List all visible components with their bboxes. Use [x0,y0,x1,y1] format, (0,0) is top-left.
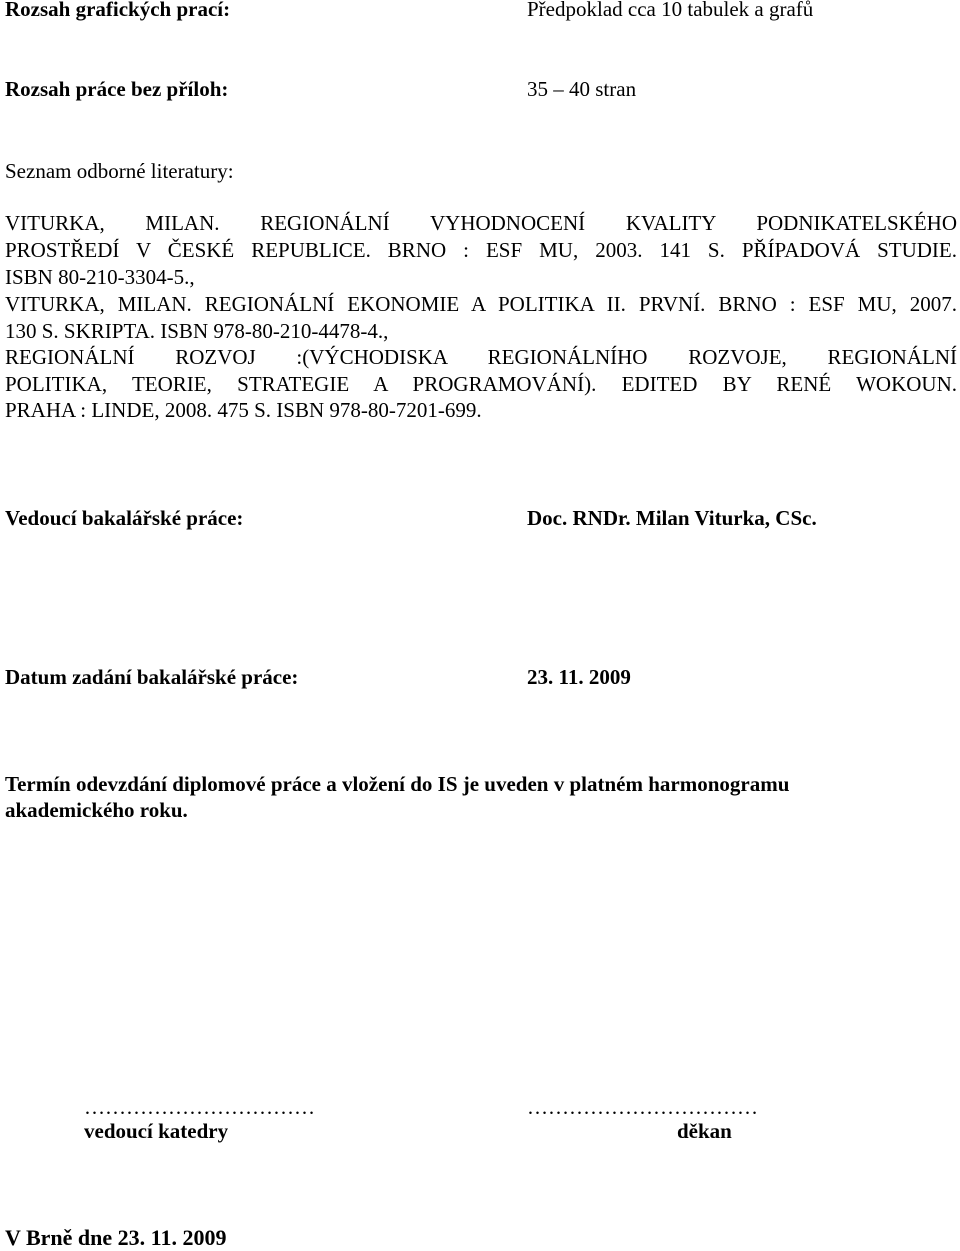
signature-line-dean: …………………………… [527,1095,758,1119]
literature-line-1: VITURKA, MILAN. REGIONÁLNÍ VYHODNOCENÍ KVALITY PODNIKATELSKÉHO [5,211,957,235]
literature-line-4: VITURKA, MILAN. REGIONÁLNÍ EKONOMIE A POLITIKA II. PRVNÍ. BRNO : ESF MU, 2007. [5,292,957,316]
literature-line-8: PRAHA : LINDE, 2008. 475 S. ISBN 978-80-7201-699. [5,398,482,422]
literature-line-2: PROSTŘEDÍ V ČESKÉ REPUBLICE. BRNO : ESF MU, 2003. 141 S. PŘÍPADOVÁ STUDIE. [5,238,957,262]
place-date-label: V Brně dne [5,1225,113,1250]
place-date-value: 23. 11. 2009 [117,1225,227,1250]
literature-line-3: ISBN 80-210-3304-5., [5,265,195,289]
literature-line-6: REGIONÁLNÍ ROZVOJ :(VÝCHODISKA REGIONÁLNÍHO ROZVOJE, REGIONÁLNÍ [5,345,957,369]
literature-heading: Seznam odborné literatury: [5,159,234,183]
assignment-date-label: Datum zadání bakalářské práce: [5,665,299,689]
assignment-date-value: 23. 11. 2009 [527,665,631,689]
place-date-line [5,1224,226,1251]
graphics-scope-value: Předpoklad cca 10 tabulek a grafů [527,0,814,21]
graphics-scope-label: Rozsah grafických prací: [5,0,231,21]
dean-label: děkan [677,1119,732,1143]
literature-line-7: POLITIKA, TEORIE, STRATEGIE A PROGRAMOVÁNÍ). EDITED BY RENÉ WOKOUN. [5,372,957,396]
department-head-label: vedoucí katedry [84,1119,229,1143]
literature-line-5: 130 S. SKRIPTA. ISBN 978-80-210-4478-4., [5,319,389,343]
page-scope-label: Rozsah práce bez příloh: [5,77,229,101]
signature-line-department-head: …………………………… [84,1095,315,1119]
deadline-note-line-2: akademického roku. [5,798,188,822]
supervisor-label: Vedoucí bakalářské práce: [5,506,244,530]
supervisor-name: Doc. RNDr. Milan Viturka, CSc. [527,506,817,530]
deadline-note-line-1: Termín odevzdání diplomové práce a vložení do IS je uveden v platném harmonogramu [5,772,790,796]
page-scope-value: 35 – 40 stran [527,77,637,101]
